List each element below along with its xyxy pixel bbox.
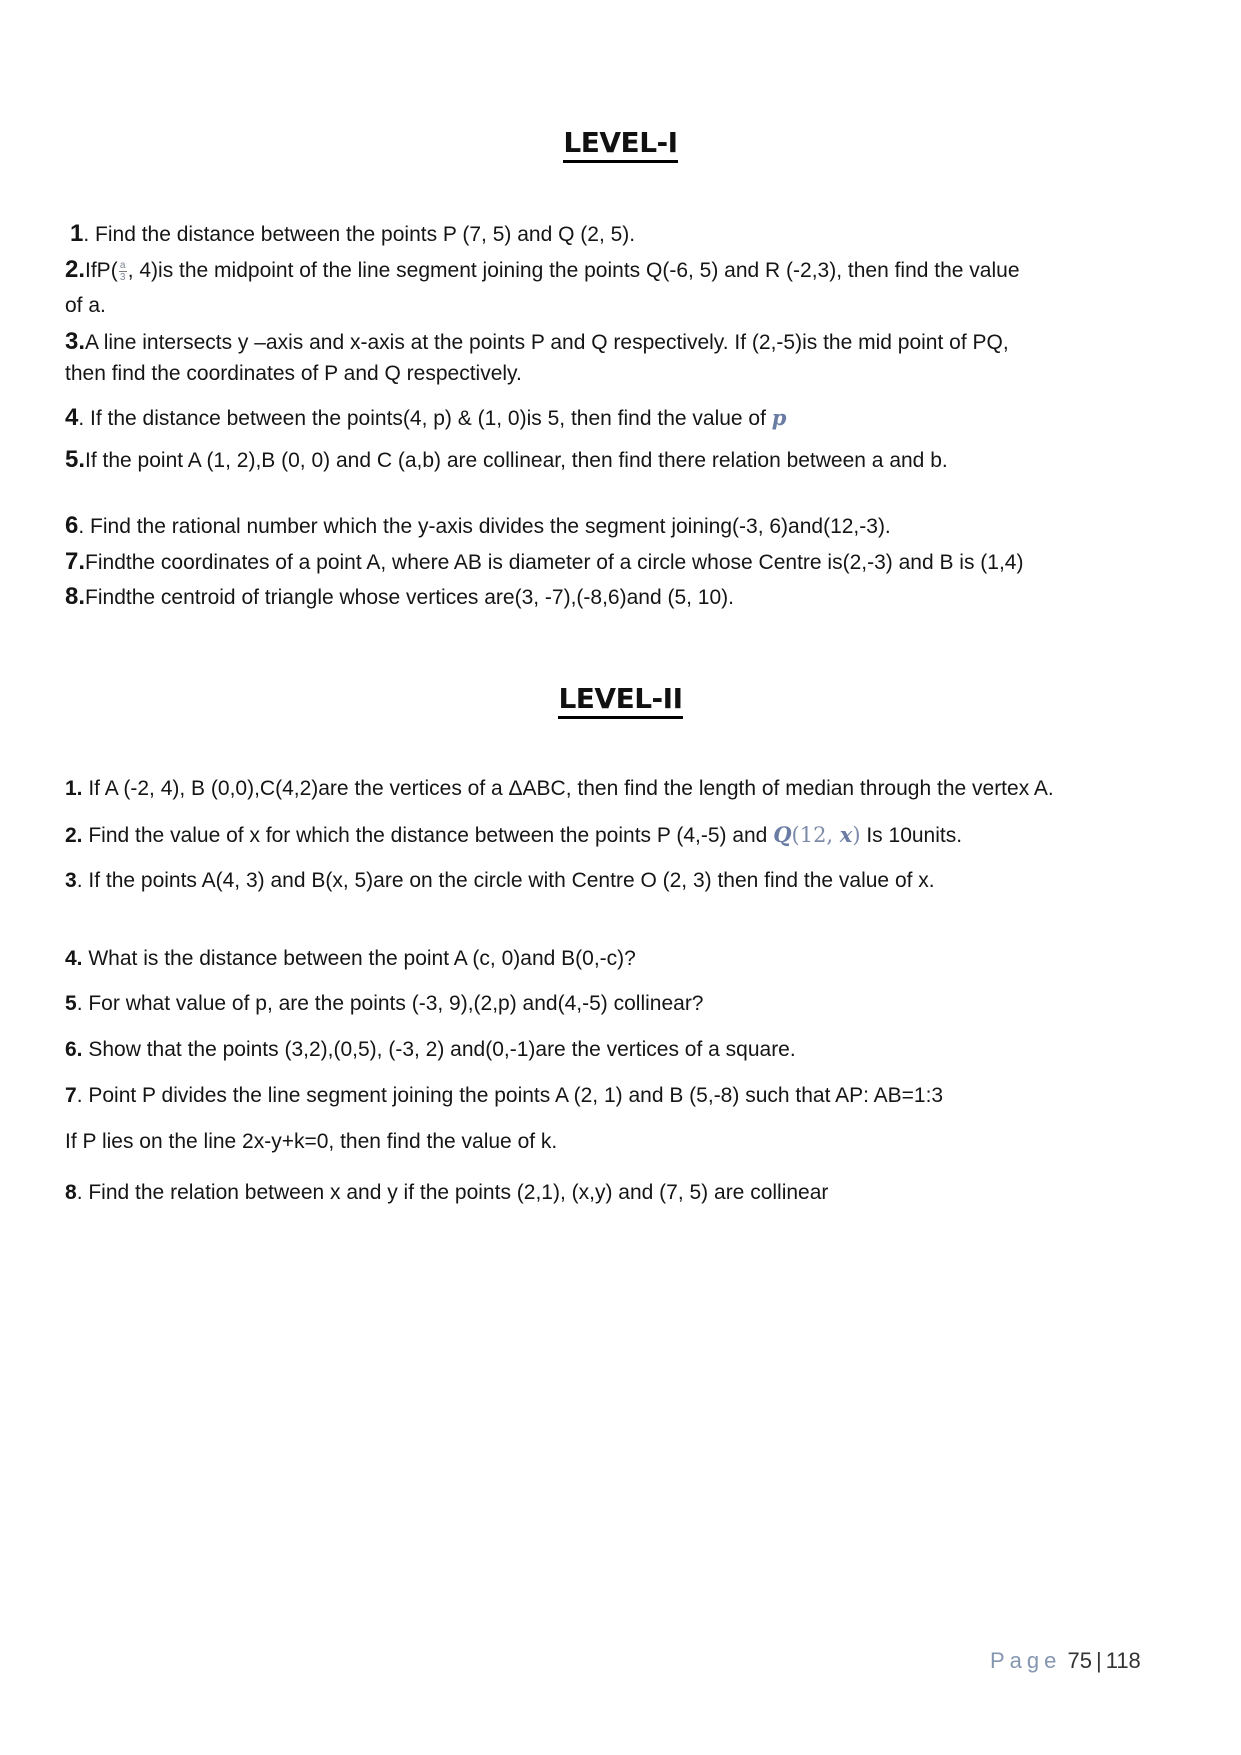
- level1-question-2: $2.IfP(\frac{a}{3}$, 4)is the midpoint of the line segment joining the points Q(-6, 5) and R (-2,3), then find the value: [65, 256, 1020, 283]
- level-2-title: LEVEL-II: [558, 682, 682, 719]
- fraction-a-over-3: $\frac{a}{3}$: [119, 259, 126, 283]
- level1-question-1: 1. Find the distance between the points P (7, 5) and Q (2, 5).: [70, 220, 636, 247]
- page-label: Page: [990, 1648, 1062, 1673]
- level1-question-6: 6. Find the rational number which the y-axis divides the segment joining(-3, 6)and(12,-3).: [65, 512, 891, 539]
- level-1-heading: [0, 126, 1241, 159]
- math-point-q-12-x: Q(12, x): [773, 822, 861, 847]
- level2-question-1: 1. If A (-2, 4), B (0,0),C(4,2)are the vertices of a ΔABC, then find the length of median through the vertex A.: [65, 777, 1054, 800]
- level1-question-3-continued: then find the coordinates of P and Q respectively.: [65, 362, 522, 385]
- math-variable-p: p: [771, 405, 787, 430]
- page-separator: |: [1096, 1648, 1102, 1673]
- level2-question-7: 7. Point P divides the line segment joining the points A (2, 1) and B (5,-8) such that AP: AB=1:3: [65, 1084, 944, 1107]
- level1-question-8: 8.Findthe centroid of triangle whose vertices are(3, -7),(-8,6)and (5, 10).: [65, 583, 734, 610]
- total-pages: 118: [1105, 1648, 1141, 1673]
- level1-question-4: 4. If the distance between the points(4, p) & (1, 0)is 5, then find the value of p: [65, 404, 787, 431]
- level2-question-6: 6. Show that the points (3,2),(0,5), (-3, 2) and(0,-1)are the vertices of a square.: [65, 1038, 796, 1061]
- level2-question-4: 4. What is the distance between the point A (c, 0)and B(0,-c)?: [65, 947, 636, 970]
- level1-question-5: 5.If the point A (1, 2),B (0, 0) and C (a,b) are collinear, then find there relation between a and b.: [65, 446, 948, 473]
- page-number: 75: [1067, 1648, 1092, 1673]
- level1-question-2-continued: of a.: [65, 294, 106, 317]
- level2-question-5: 5. For what value of p, are the points (-3, 9),(2,p) and(4,-5) collinear?: [65, 992, 704, 1015]
- level2-question-7-continued: If P lies on the line 2x-y+k=0, then find the value of k.: [65, 1130, 558, 1153]
- level-2-heading: [0, 682, 1241, 715]
- level1-question-7: 7.Findthe coordinates of a point A, where AB is diameter of a circle whose Centre is(2,-3) and B is (1,4): [65, 548, 1024, 575]
- level1-question-3: 3.A line intersects y –axis and x-axis at the points P and Q respectively. If (2,-5)is the mid point of PQ,: [65, 328, 1009, 355]
- page-footer: [990, 1648, 1141, 1674]
- level-1-title: LEVEL-I: [563, 126, 677, 163]
- level2-question-8: 8. Find the relation between x and y if the points (2,1), (x,y) and (7, 5) are collinear: [65, 1181, 829, 1204]
- level2-question-2: 2. Find the value of x for which the distance between the points P (4,-5) and Q(12, x) Is 10units.: [65, 822, 963, 847]
- level2-question-3: 3. If the points A(4, 3) and B(x, 5)are on the circle with Centre O (2, 3) then find the value of x.: [65, 869, 935, 892]
